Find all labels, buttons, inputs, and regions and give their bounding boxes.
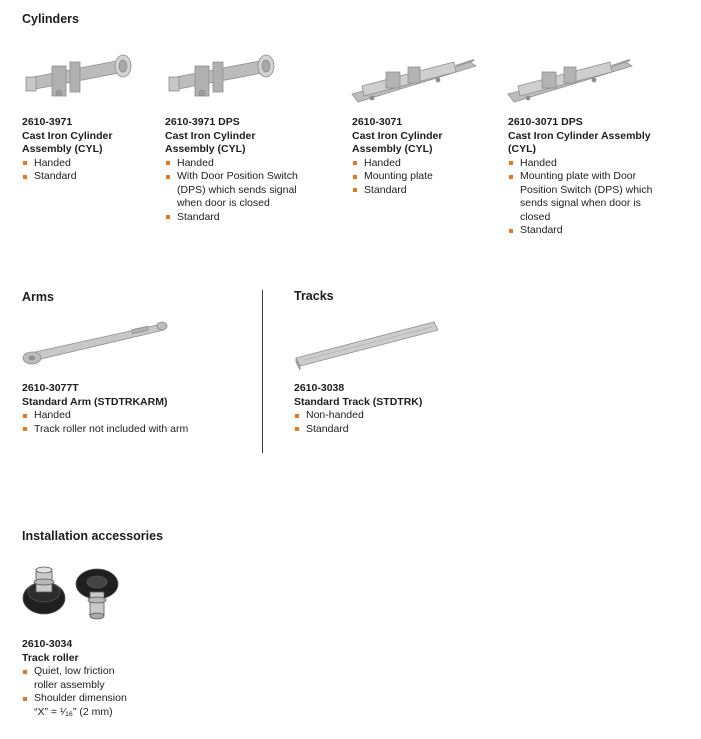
cylinder-assembly-dps-image	[165, 48, 285, 112]
feature-item: Standard	[508, 224, 656, 238]
track-roller-image	[22, 562, 122, 634]
feature-item: Handed	[165, 157, 305, 171]
feature-item: Shoulder dimension “X” = ¹⁄₁₆” (2 mm)	[22, 692, 137, 719]
section-divider	[262, 290, 263, 453]
feature-item: Standard	[294, 423, 494, 437]
feature-item: Standard	[352, 184, 482, 198]
product-code: 2610-3971 DPS	[165, 116, 240, 128]
product-name: Track roller	[22, 651, 79, 664]
feature-list	[165, 157, 305, 225]
product-code: 2610-3971	[22, 116, 73, 128]
standard-arm-image	[22, 316, 172, 378]
product-code: 2610-3077T	[22, 382, 79, 394]
product-name: Cast Iron Cylinder Assembly (CYL)	[165, 129, 256, 155]
feature-item: Mounting plate with Door Position Switch (DPS) which sends signal when door is closed	[508, 170, 656, 224]
product-code: 2610-3071 DPS	[508, 116, 583, 128]
product-code: 2610-3038	[294, 382, 345, 394]
product-name: Standard Track (STDTRK)	[294, 395, 423, 408]
feature-item: Standard	[165, 211, 305, 225]
product-card-2610-3077t	[22, 316, 242, 436]
feature-item: Quiet, low friction roller assembly	[22, 665, 137, 692]
feature-item: Handed	[508, 157, 656, 171]
product-code: 2610-3034	[22, 638, 73, 650]
feature-list	[294, 409, 494, 436]
feature-item: Handed	[22, 409, 242, 423]
product-card-2610-3971	[22, 48, 152, 184]
cylinder-with-mounting-plate-dps-image	[508, 48, 638, 112]
feature-list	[508, 157, 656, 238]
feature-list	[22, 157, 152, 184]
feature-item: Handed	[22, 157, 152, 171]
feature-list	[352, 157, 482, 198]
feature-item: Standard	[22, 170, 152, 184]
product-name: Cast Iron Cylinder Assembly (CYL)	[22, 129, 113, 155]
cylinder-with-mounting-plate-image	[352, 48, 482, 112]
cylinder-assembly-image	[22, 48, 142, 112]
product-card-2610-3971-dps	[165, 48, 305, 224]
feature-item: Handed	[352, 157, 482, 171]
product-name: Cast Iron Cylinder Assembly (CYL)	[508, 129, 651, 155]
product-code: 2610-3071	[352, 116, 403, 128]
feature-item: Mounting plate	[352, 170, 482, 184]
product-card-2610-3038	[294, 316, 494, 436]
feature-list	[22, 409, 242, 436]
feature-item: Non-handed	[294, 409, 494, 423]
product-card-2610-3071	[352, 48, 482, 197]
product-card-2610-3034	[22, 562, 137, 719]
product-card-2610-3071-dps	[508, 48, 656, 238]
feature-item: Track roller not included with arm	[22, 423, 242, 437]
section-title-tracks: Tracks	[294, 289, 334, 303]
section-title-installation-accessories: Installation accessories	[22, 529, 164, 543]
standard-track-image	[294, 316, 444, 378]
section-title-arms: Arms	[22, 290, 54, 304]
feature-item: With Door Position Switch (DPS) which sends signal when door is closed	[165, 170, 305, 211]
feature-list	[22, 665, 137, 719]
section-title-cylinders: Cylinders	[22, 12, 79, 26]
product-name: Standard Arm (STDTRKARM)	[22, 395, 168, 408]
product-name: Cast Iron Cylinder Assembly (CYL)	[352, 129, 443, 155]
